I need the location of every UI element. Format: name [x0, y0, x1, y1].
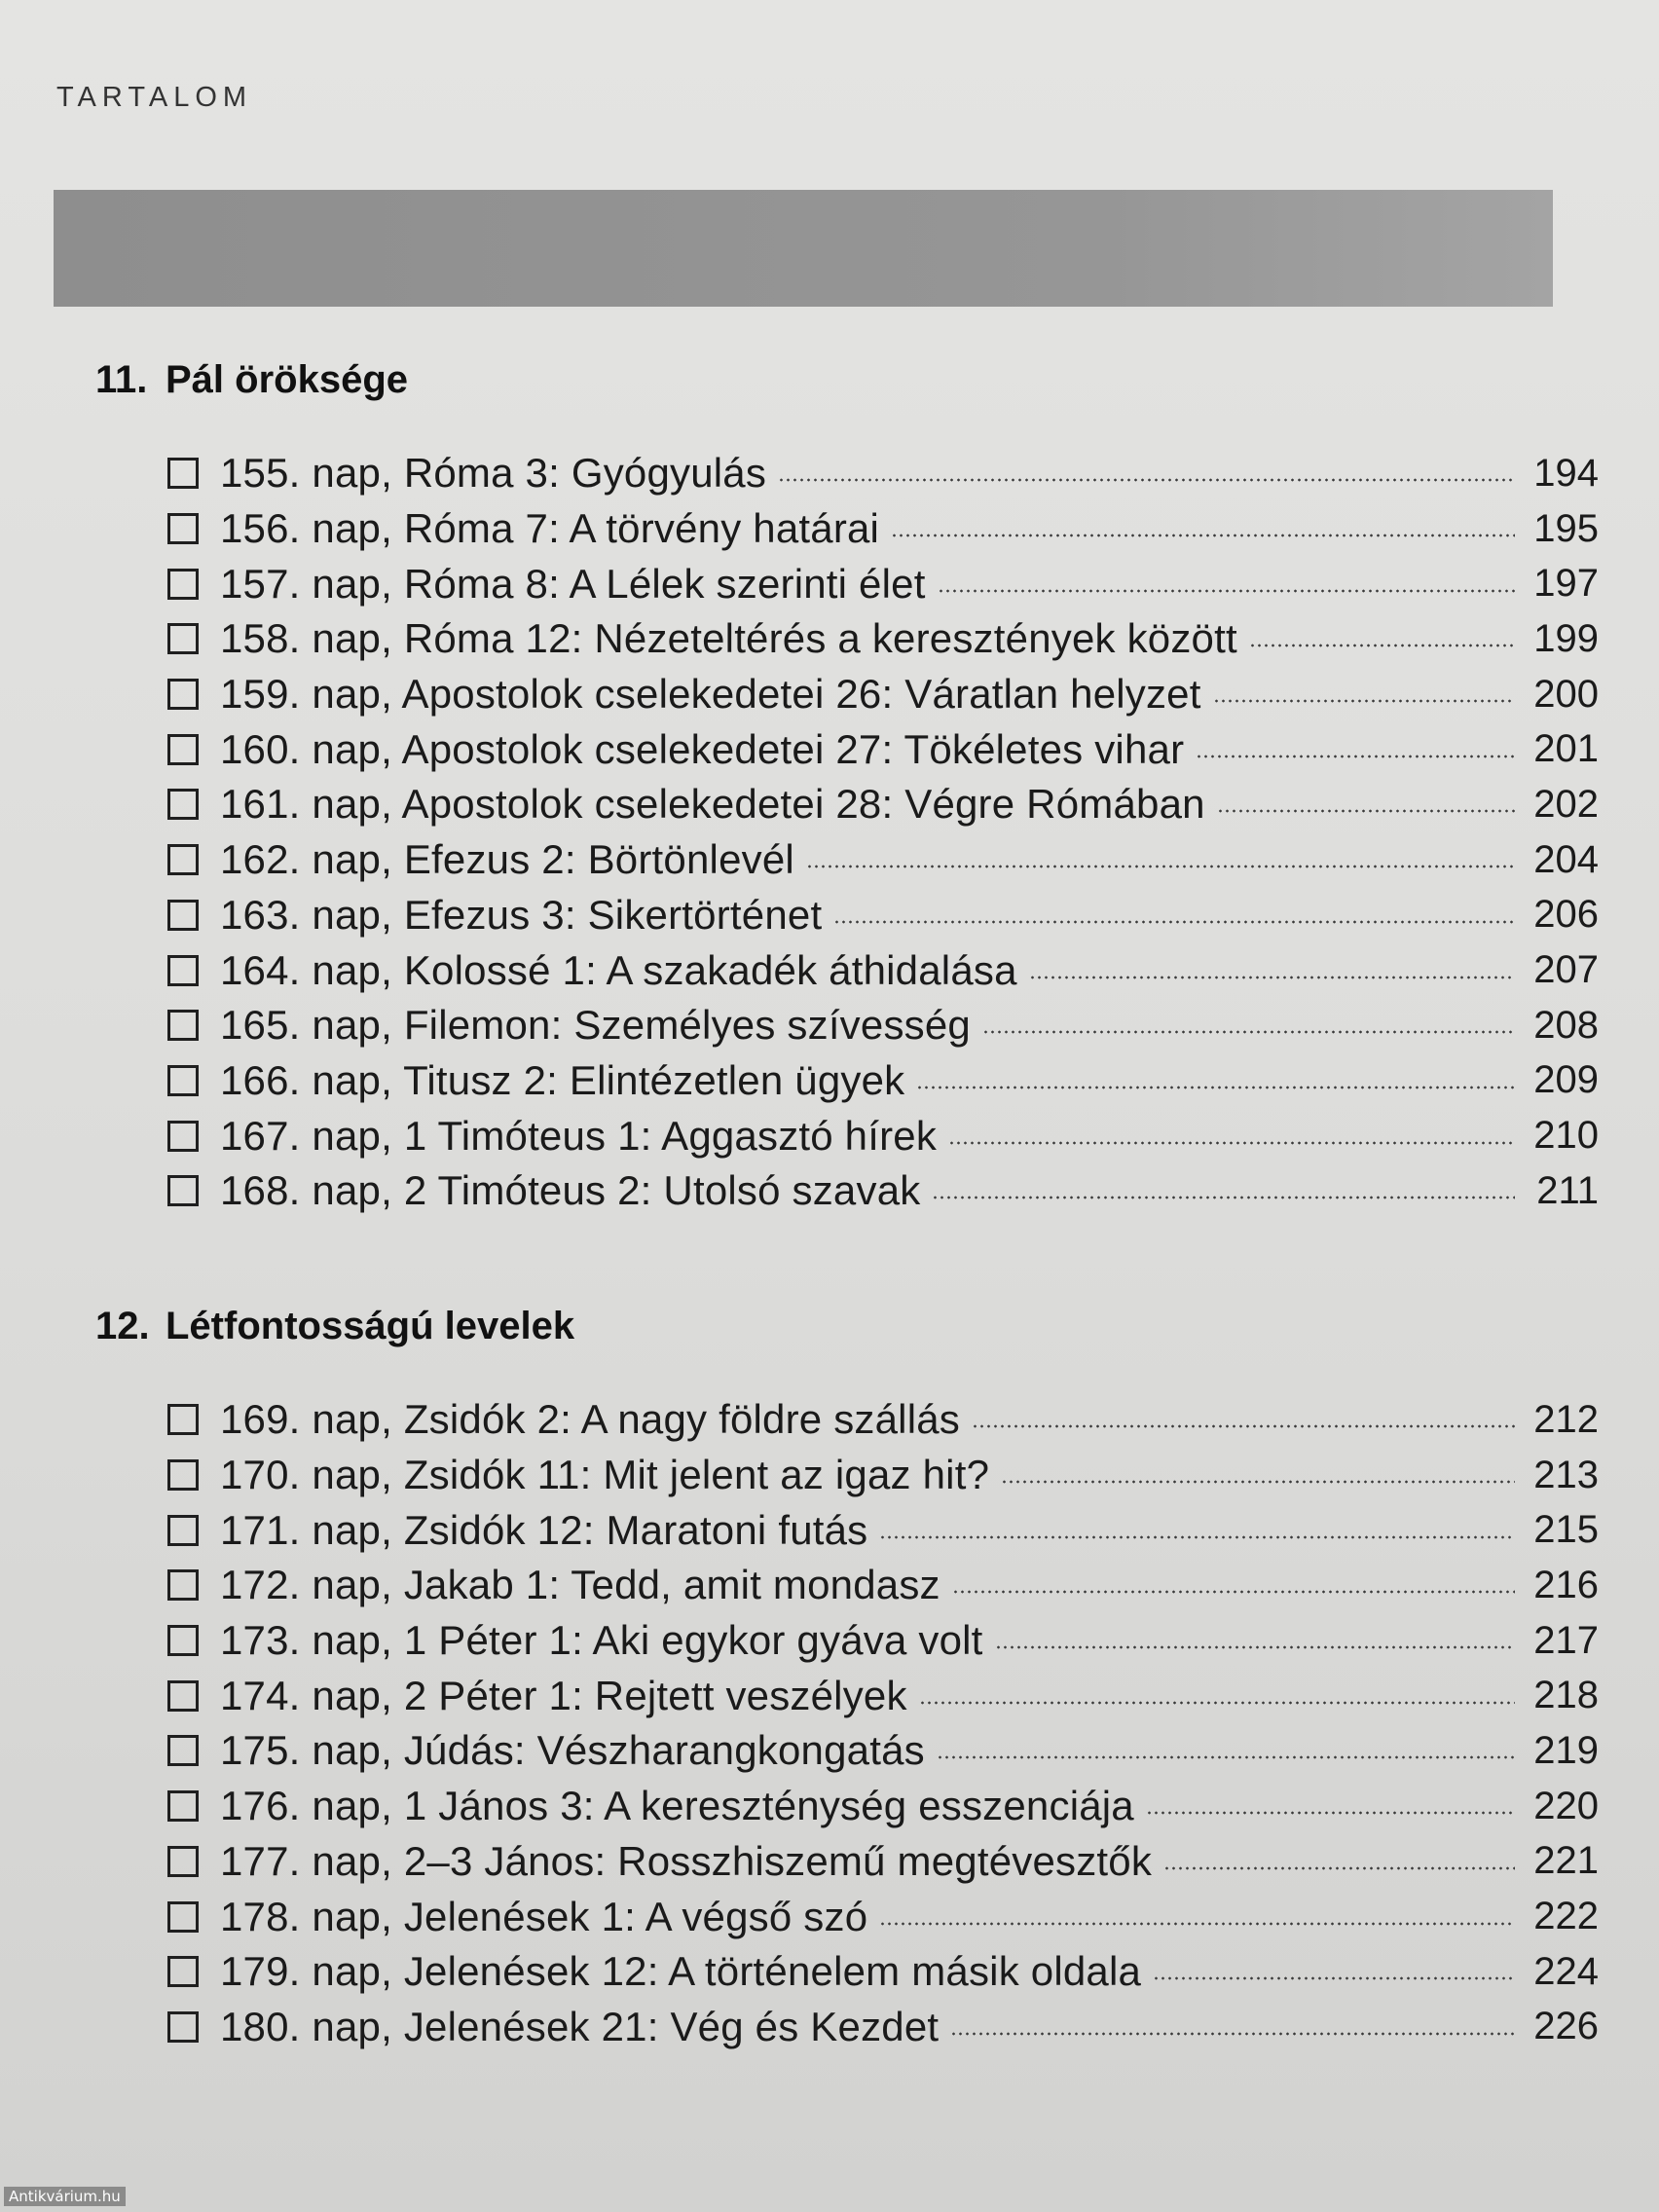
dot-leader: [806, 865, 1515, 868]
dot-leader: [891, 534, 1515, 537]
dot-leader: [952, 1590, 1515, 1594]
toc-entry-page: 200: [1533, 672, 1599, 716]
checkbox-icon[interactable]: [167, 569, 199, 600]
checkbox-icon[interactable]: [167, 1956, 199, 1987]
checkbox-icon[interactable]: [167, 1175, 199, 1206]
section-title: Létfontosságú levelek: [166, 1305, 575, 1347]
toc-entry: [167, 1053, 1599, 1109]
toc-entry-page: 195: [1533, 506, 1599, 550]
dot-leader: [1029, 976, 1515, 979]
checkbox-icon[interactable]: [167, 1625, 199, 1656]
toc-entry: [167, 888, 1599, 943]
toc-entry: [167, 1834, 1599, 1890]
header-band: [54, 190, 1553, 307]
dot-leader: [937, 1755, 1515, 1759]
toc-entry: [167, 2000, 1599, 2055]
toc-entry-title: 157. nap, Róma 8: A Lélek szerinti élet: [220, 560, 926, 607]
toc-entry: [167, 611, 1599, 667]
dot-leader: [879, 1922, 1515, 1926]
dot-leader: [778, 478, 1515, 482]
dot-leader: [982, 1030, 1515, 1034]
toc-list: [167, 446, 1599, 1219]
checkbox-icon[interactable]: [167, 1846, 199, 1877]
section-number: 12.: [95, 1305, 150, 1347]
toc-entry-page: 224: [1533, 1949, 1599, 1993]
toc-entry-title: 159. nap, Apostolok cselekedetei 26: Váratlan helyzet: [220, 671, 1201, 718]
toc-entry-page: 206: [1533, 893, 1599, 937]
checkbox-icon[interactable]: [167, 1901, 199, 1933]
toc-entry-title: 158. nap, Róma 12: Nézeteltérés a keresztények között: [220, 615, 1237, 662]
toc-entry-title: 164. nap, Kolossé 1: A szakadék áthidalása: [220, 946, 1017, 993]
toc-entry-title: 180. nap, Jelenések 21: Vég és Kezdet: [220, 2003, 940, 2049]
toc-entry: [167, 446, 1599, 501]
dot-leader: [1146, 1811, 1515, 1815]
toc-entry-page: 197: [1533, 562, 1599, 606]
toc-entry-title: 156. nap, Róma 7: A törvény határai: [220, 505, 880, 552]
toc-entry: [167, 1613, 1599, 1669]
toc-entry-page: 194: [1533, 451, 1599, 495]
checkbox-icon[interactable]: [167, 1459, 199, 1491]
toc-entry: [167, 942, 1599, 998]
toc-entry-title: 162. nap, Efezus 2: Börtönlevél: [220, 836, 794, 883]
dot-leader: [833, 920, 1515, 924]
toc-entry-title: 163. nap, Efezus 3: Sikertörténet: [220, 891, 823, 938]
toc-entry-page: 199: [1533, 616, 1599, 660]
toc-entry-page: 218: [1533, 1674, 1599, 1717]
toc-entry-page: 204: [1533, 837, 1599, 881]
checkbox-icon[interactable]: [167, 1680, 199, 1712]
toc-entry-title: 178. nap, Jelenések 1: A végső szó: [220, 1893, 868, 1939]
checkbox-icon[interactable]: [167, 1569, 199, 1601]
checkbox-icon[interactable]: [167, 789, 199, 820]
toc-entry-title: 167. nap, 1 Timóteus 1: Aggasztó hírek: [220, 1112, 938, 1159]
toc-entry-title: 169. nap, Zsidók 2: A nagy földre szállás: [220, 1396, 960, 1443]
toc-entry-page: 213: [1533, 1453, 1599, 1496]
toc-entry-page: 201: [1533, 727, 1599, 771]
toc-entry: [167, 1558, 1599, 1613]
toc-entry: [167, 1502, 1599, 1558]
dot-leader: [1153, 1976, 1515, 1980]
checkbox-icon[interactable]: [167, 1515, 199, 1546]
toc-entry: [167, 556, 1599, 611]
dot-leader: [1001, 1480, 1515, 1484]
checkbox-icon[interactable]: [167, 1735, 199, 1766]
toc-entry: [167, 998, 1599, 1053]
toc-entry-title: 175. nap, Júdás: Vészharangkongatás: [220, 1727, 925, 1774]
toc-entry-title: 155. nap, Róma 3: Gyógyulás: [220, 450, 767, 497]
toc-entry-page: 207: [1533, 948, 1599, 992]
section-number: 11.: [95, 358, 148, 401]
toc-entry-page: 222: [1533, 1895, 1599, 1938]
toc-entry-title: 177. nap, 2–3 János: Rosszhiszemű megtévesztők: [220, 1837, 1153, 1884]
toc-entry: [167, 1163, 1599, 1219]
toc-entry-page: 202: [1533, 782, 1599, 826]
checkbox-icon[interactable]: [167, 900, 199, 931]
checkbox-icon[interactable]: [167, 1065, 199, 1096]
toc-entry-page: 217: [1533, 1618, 1599, 1662]
dot-leader: [916, 1086, 1515, 1089]
dot-leader: [995, 1645, 1515, 1649]
dot-leader: [1213, 699, 1515, 703]
toc-entry-page: 220: [1533, 1784, 1599, 1827]
dot-leader: [879, 1535, 1515, 1539]
toc-entry-title: 168. nap, 2 Timóteus 2: Utolsó szavak: [220, 1167, 921, 1214]
toc-entry-page: 210: [1533, 1114, 1599, 1158]
toc-entry-title: 176. nap, 1 János 3: A kereszténység esszenciája: [220, 1783, 1134, 1829]
toc-entry-page: 212: [1533, 1397, 1599, 1441]
checkbox-icon[interactable]: [167, 1010, 199, 1041]
checkbox-icon[interactable]: [167, 844, 199, 875]
toc-entry: [167, 1889, 1599, 1944]
dot-leader: [1217, 809, 1515, 813]
toc-entry: [167, 832, 1599, 888]
toc-entry: [167, 1448, 1599, 1503]
toc-entry-page: 211: [1536, 1168, 1599, 1212]
toc-entry-page: 215: [1533, 1508, 1599, 1552]
toc-entry: [167, 667, 1599, 722]
dot-leader: [938, 589, 1515, 593]
checkbox-icon[interactable]: [167, 679, 199, 710]
toc-entry-title: 174. nap, 2 Péter 1: Rejtett veszélyek: [220, 1672, 907, 1718]
toc-entry-page: 216: [1533, 1563, 1599, 1606]
dot-leader: [1163, 1866, 1515, 1870]
checkbox-icon[interactable]: [167, 1790, 199, 1822]
toc-entry-title: 161. nap, Apostolok cselekedetei 28: Végre Rómában: [220, 781, 1205, 828]
toc-entry-title: 173. nap, 1 Péter 1: Aki egykor gyáva volt: [220, 1617, 983, 1664]
toc-entry-page: 226: [1533, 2005, 1599, 2048]
toc-entry-title: 171. nap, Zsidók 12: Maratoni futás: [220, 1506, 868, 1553]
section-title: Pál öröksége: [166, 358, 409, 401]
toc-entry-page: 208: [1533, 1003, 1599, 1047]
checkbox-icon[interactable]: [167, 623, 199, 654]
toc-entry-title: 172. nap, Jakab 1: Tedd, amit mondasz: [220, 1562, 940, 1608]
dot-leader: [948, 1141, 1515, 1145]
toc-entry: [167, 1392, 1599, 1448]
checkbox-icon[interactable]: [167, 513, 199, 544]
toc-entry: [167, 501, 1599, 557]
toc-entry-page: 209: [1533, 1058, 1599, 1102]
toc-entry: [167, 1723, 1599, 1779]
toc-entry: [167, 777, 1599, 832]
dot-leader: [950, 2032, 1515, 2036]
toc-entry: [167, 1668, 1599, 1723]
checkbox-icon[interactable]: [167, 1121, 199, 1152]
checkbox-icon[interactable]: [167, 734, 199, 765]
section-heading: [95, 1305, 574, 1348]
dot-leader: [1196, 755, 1515, 758]
dot-leader: [972, 1424, 1515, 1428]
toc-list: [167, 1392, 1599, 2054]
toc-entry: [167, 1779, 1599, 1834]
toc-entry-title: 160. nap, Apostolok cselekedetei 27: Tökéletes vihar: [220, 725, 1185, 772]
toc-entry-title: 165. nap, Filemon: Személyes szívesség: [220, 1002, 971, 1049]
dot-leader: [1249, 644, 1515, 647]
checkbox-icon[interactable]: [167, 1404, 199, 1435]
toc-entry-title: 170. nap, Zsidók 11: Mit jelent az igaz hit?: [220, 1452, 990, 1498]
toc-entry-title: 179. nap, Jelenések 12: A történelem másik oldala: [220, 1948, 1142, 1995]
watermark: Antikvárium.hu: [4, 2187, 126, 2206]
toc-entry: [167, 721, 1599, 777]
toc-entry: [167, 1944, 1599, 2000]
checkbox-icon[interactable]: [167, 2011, 199, 2043]
toc-entry-page: 221: [1533, 1839, 1599, 1883]
checkbox-icon[interactable]: [167, 458, 199, 489]
dot-leader: [932, 1196, 1515, 1199]
dot-leader: [919, 1701, 1515, 1705]
checkbox-icon[interactable]: [167, 955, 199, 986]
running-head: TARTALOM: [56, 82, 253, 113]
toc-entry-page: 219: [1533, 1728, 1599, 1772]
section-heading: [95, 358, 408, 402]
toc-entry: [167, 1108, 1599, 1163]
toc-entry-title: 166. nap, Titusz 2: Elintézetlen ügyek: [220, 1056, 905, 1103]
